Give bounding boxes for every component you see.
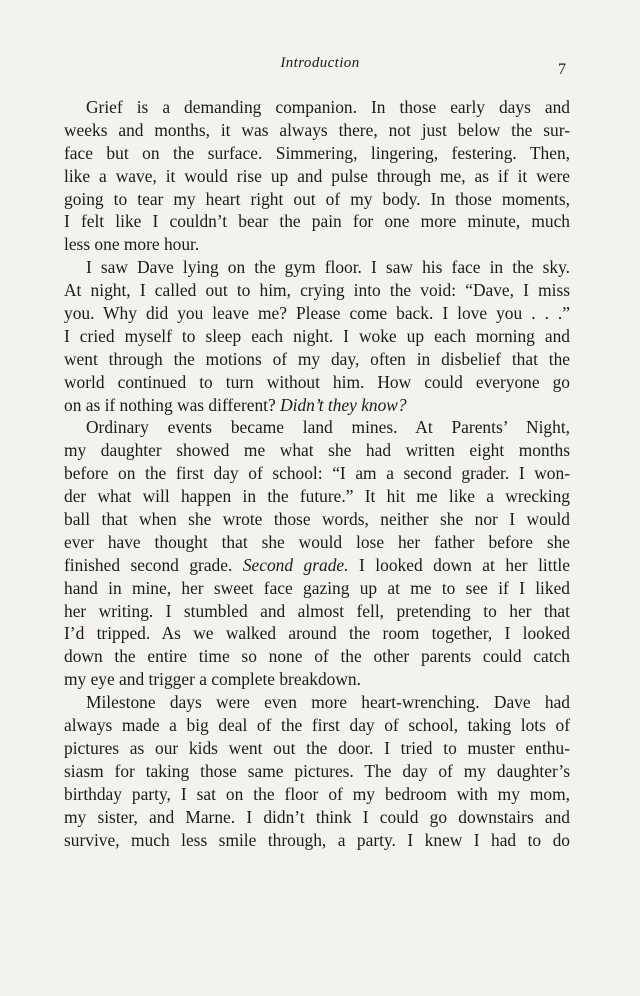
body-text <box>64 96 570 851</box>
paragraph-4 <box>64 691 570 851</box>
text-line: going to tear my heart right out of my body. In those moments, <box>64 188 570 209</box>
text-line: my daughter showed me what she had written eight months <box>64 440 570 461</box>
text-line: you. Why did you leave me? Please come back. I love you . . .” <box>64 303 570 324</box>
text-line: I felt like I couldn’t bear the pain for one more minute, much <box>64 211 570 232</box>
italic-phrase: Didn’t they know? <box>280 394 407 415</box>
text-line: birthday party, I sat on the floor of my bedroom with my mom, <box>64 783 570 804</box>
text-line: I’d tripped. As we walked around the room together, I looked <box>64 623 570 644</box>
text-line: ball that when she wrote those words, neither she nor I would <box>64 509 570 530</box>
text-line: I saw Dave lying on the gym floor. I saw his face in the sky. <box>86 257 570 278</box>
text-line: Ordinary events became land mines. At Parents’ Night, <box>86 417 570 438</box>
text-line: weeks and months, it was always there, not just below the sur- <box>64 119 570 140</box>
text-line: my eye and trigger a complete breakdown. <box>64 669 361 690</box>
text-line: went through the motions of my day, often in disbelief that the <box>64 348 570 369</box>
paragraph-3 <box>64 416 570 691</box>
text-line <box>64 394 570 417</box>
text-line: I cried myself to sleep each night. I woke up each morning and <box>64 325 570 346</box>
italic-phrase: Second grade. <box>242 554 349 575</box>
text-segment: I looked down at her little <box>359 554 570 575</box>
paragraph-2 <box>64 256 570 416</box>
page-number: 7 <box>558 61 566 78</box>
text-segment: on as if nothing was different? <box>64 394 276 415</box>
text-line: At night, I called out to him, crying into the void: “Dave, I miss <box>64 280 570 301</box>
text-line: face but on the surface. Simmering, lingering, festering. Then, <box>64 142 570 163</box>
text-line: down the entire time so none of the other parents could catch <box>64 646 570 667</box>
text-line: before on the first day of school: “I am a second grader. I won- <box>64 463 570 484</box>
text-line: der what will happen in the future.” It hit me like a wrecking <box>64 486 570 507</box>
text-line <box>64 554 570 577</box>
text-line: Grief is a demanding companion. In those early days and <box>86 97 570 117</box>
running-head <box>0 55 640 78</box>
text-line: like a wave, it would rise up and pulse through me, as if it were <box>64 165 570 186</box>
text-line: less one more hour. <box>64 234 200 255</box>
text-line: siasm for taking those same pictures. The day of my daughter’s <box>64 760 570 781</box>
text-line: pictures as our kids went out the door. I tried to muster enthu- <box>64 737 570 758</box>
paragraph-1 <box>64 96 570 256</box>
text-line: her writing. I stumbled and almost fell, pretending to her that <box>64 600 570 621</box>
text-line: ever have thought that she would lose her father before she <box>64 531 570 552</box>
text-segment: finished second grade. <box>64 554 233 575</box>
text-line: hand in mine, her sweet face gazing up at me to see if I liked <box>64 577 570 598</box>
text-line: survive, much less smile through, a party. I knew I had to do <box>64 829 570 850</box>
text-line: world continued to turn without him. How could everyone go <box>64 371 570 392</box>
section-title: Introduction <box>280 55 360 71</box>
text-line: always made a big deal of the first day of school, taking lots of <box>64 715 570 736</box>
text-line: my sister, and Marne. I didn’t think I could go downstairs and <box>64 806 570 827</box>
text-line: Milestone days were even more heart-wrenching. Dave had <box>86 692 570 713</box>
